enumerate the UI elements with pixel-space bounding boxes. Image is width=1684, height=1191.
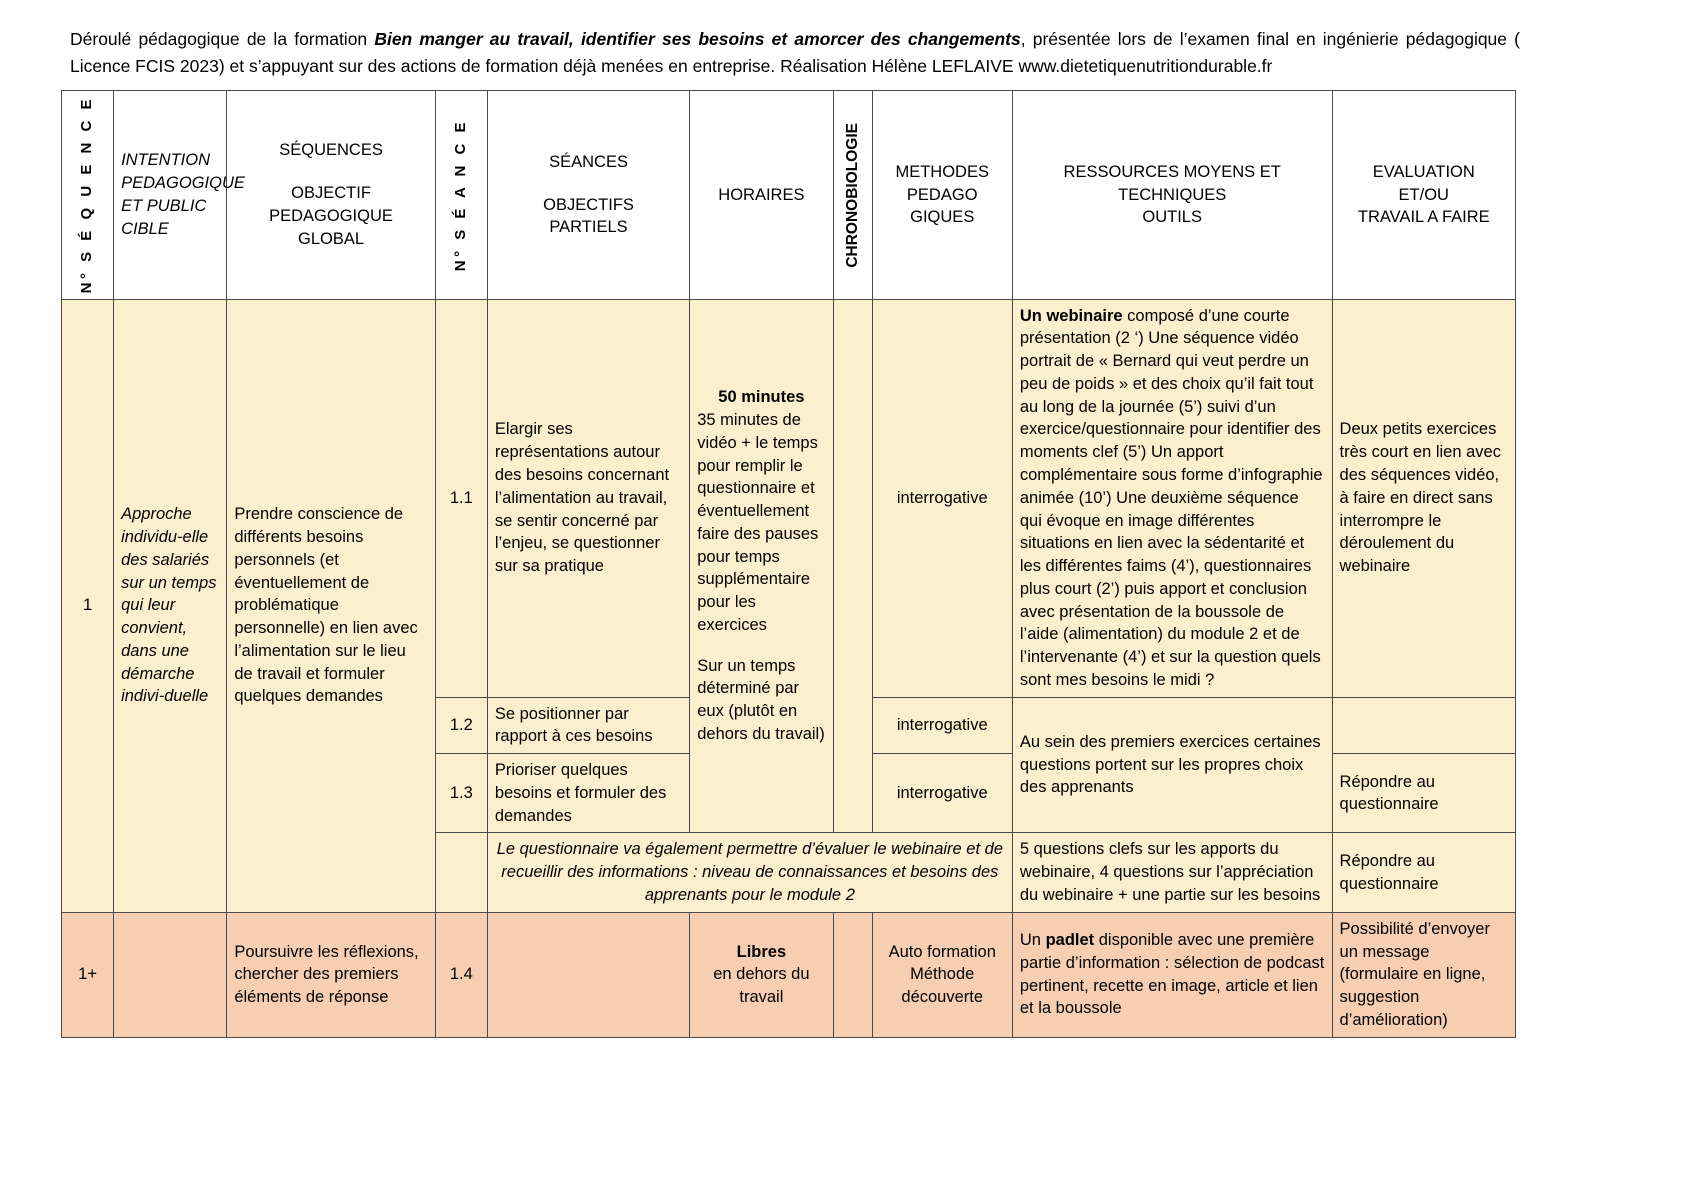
header-seances — [487, 91, 689, 299]
horaires-duration: 50 minutes — [718, 388, 805, 407]
intro-text-part2: , présentée lors de l’examen final en ingénierie pédagogique ( Licence FCIS 2023) et s’appuyant sur des actions de formation déjà menées en entreprise. Réalisation Hélène LEFLAIVE www.dietetiquenutritiondurable.fr — [70, 29, 1521, 77]
header-sequences-line1: SÉQUENCES — [279, 141, 383, 160]
cell-horaires-1 — [690, 299, 833, 833]
header-horaires — [690, 91, 833, 299]
header-sequences-line2: OBJECTIF — [291, 184, 371, 203]
intro-paragraph — [70, 26, 1520, 80]
cell-questionnaire-note: Le questionnaire va également permettre d’évaluer le webinaire et de recueillir des informations : niveau de connaissances et besoins des apprenants pour le module 2 — [487, 833, 1012, 912]
header-evaluation — [1332, 91, 1515, 299]
horaires-libres-detail: en dehors du travail — [713, 965, 810, 1007]
cell-seance-number-14: 1.4 — [435, 912, 487, 1037]
cell-evaluation-11: Deux petits exercices très court en lien avec des séquences vidéo, à faire en direct sans interrompre le déroulement du webinaire — [1332, 299, 1515, 697]
cell-methode-11: interrogative — [872, 299, 1012, 697]
header-sequences-line3: PEDAGOGIQUE GLOBAL — [269, 206, 393, 248]
cell-sequence-number-1plus: 1+ — [62, 912, 114, 1037]
padlet-bold-term: padlet — [1045, 931, 1095, 950]
cell-evaluation-note: Répondre au questionnaire — [1332, 833, 1515, 912]
header-ressources-line3: OUTILS — [1142, 208, 1202, 227]
header-horaires-label: HORAIRES — [718, 185, 805, 204]
horaires-detail-2: Sur un temps déterminé par eux (plutôt en dehors du travail) — [697, 656, 825, 743]
header-methodes-line1: METHODES — [895, 162, 989, 181]
intro-text-part1: Déroulé pédagogique de la formation — [70, 29, 375, 49]
table-row — [62, 912, 1516, 1037]
header-ressources — [1012, 91, 1332, 299]
header-sequence-number-label: N° S É Q U E N C E — [78, 96, 96, 294]
horaires-libres: Libres — [736, 942, 787, 961]
header-sequence-number — [62, 91, 114, 299]
cell-horaires-1plus — [690, 912, 833, 1037]
cell-seance-number-12: 1.2 — [435, 697, 487, 754]
ressources-body: composé d’une courte présentation (2 ‘) Une séquence vidéo portrait de « Bernard qui veut perdre un peu de poids » et des choix qu’il fait tout au long de la journée (5’) suivi d’un exercice/questionnaire pour identifier des moments clef (5’) Un apport complémentaire sous forme d’infographie animée (10’) Une deuxième séquence qui évoque en image différentes situations en lien avec la sédentarité et les différentes faims (4’), questionnaires plus court (2’) puis apport et conclusion avec présentation de la boussole de l’aide (alimentation) du module 2 et de l’intervenante (4’) et sur la question quels sont mes besoins le midi ? — [1019, 306, 1323, 689]
header-evaluation-line3: TRAVAIL A FAIRE — [1357, 208, 1490, 227]
header-seances-line1: SÉANCES — [549, 152, 628, 171]
cell-seance-text-12: Se positionner par rapport à ces besoins — [487, 697, 689, 754]
formation-title: Bien manger au travail, identifier ses besoins et amorcer des changements — [374, 29, 1021, 49]
cell-chronobiologie-1plus — [833, 912, 872, 1037]
header-seances-line2: OBJECTIFS — [543, 195, 634, 214]
header-ressources-line1: RESSOURCES MOYENS ET — [1063, 162, 1281, 181]
header-sequences — [227, 91, 435, 299]
ressources-bold-term: Un webinaire — [1019, 306, 1123, 325]
header-seances-line3: PARTIELS — [549, 218, 628, 237]
horaires-detail: 35 minutes de vidéo + le temps pour remplir le questionnaire et éventuellement faire des pauses pour temps supplémentaire pour les exercices — [697, 411, 819, 634]
table-header-row — [62, 91, 1516, 299]
table-row — [62, 299, 1516, 697]
cell-ressources-note: 5 questions clefs sur les apports du webinaire, 4 questions sur l’appréciation du webinaire + une partie sur les besoins — [1012, 833, 1332, 912]
cell-methode-13: interrogative — [872, 754, 1012, 833]
cell-evaluation-12 — [1332, 697, 1515, 754]
header-intention — [114, 91, 245, 299]
header-chronobiologie — [833, 91, 872, 299]
header-intention-label: INTENTION PEDAGOGIQUE ET PUBLIC CIBLE — [121, 151, 245, 238]
cell-seance-number-11: 1.1 — [435, 299, 487, 697]
header-seance-number — [435, 91, 487, 299]
cell-objectif-global-1: Prendre conscience de différents besoins personnels (et éventuellement de problématique personnelle) en lien avec l’alimentation sur le lieu de travail et formuler quelques demandes — [227, 299, 435, 912]
cell-sequence-number-1: 1 — [62, 299, 114, 912]
cell-ressources-1plus — [1012, 912, 1332, 1037]
header-evaluation-line1: EVALUATION — [1372, 162, 1475, 181]
ressources-suffix: disponible avec une première partie d’information : sélection de podcast pertinent, recette en image, article et lien et la boussole — [1019, 931, 1325, 1018]
header-methodes — [872, 91, 1012, 299]
pedagogical-plan-table — [61, 90, 1516, 1037]
cell-evaluation-13: Répondre au questionnaire — [1332, 754, 1515, 833]
cell-seance-number-13: 1.3 — [435, 754, 487, 833]
cell-seance-text-13: Prioriser quelques besoins et formuler des demandes — [487, 754, 689, 833]
header-methodes-line3: GIQUES — [910, 208, 975, 227]
header-chronobiologie-label: CHRONOBIOLOGIE — [843, 122, 861, 268]
ressources-prefix: Un — [1019, 931, 1046, 950]
cell-ressources-11 — [1012, 299, 1332, 697]
cell-ressources-12-13: Au sein des premiers exercices certaines questions portent sur les propres choix des apprenants — [1012, 697, 1332, 833]
cell-seance-text-11: Elargir ses représentations autour des besoins concernant l’alimentation au travail, se sentir concerné par l’enjeu, se questionner sur sa pratique — [487, 299, 689, 697]
cell-intention-1: Approche individu-elle des salariés sur un temps qui leur convient, dans une démarche indivi-duelle — [114, 299, 227, 912]
cell-seance-number-note — [435, 833, 487, 912]
header-ressources-line2: TECHNIQUES — [1118, 185, 1227, 204]
cell-seance-text-14 — [487, 912, 689, 1037]
cell-methodes-1plus: Auto formation Méthode découverte — [872, 912, 1012, 1037]
cell-objectif-global-1plus: Poursuivre les réflexions, chercher des premiers éléments de réponse — [227, 912, 435, 1037]
header-methodes-line2: PEDAGO — [906, 185, 978, 204]
cell-methode-12: interrogative — [872, 697, 1012, 754]
cell-chronobiologie-1 — [833, 299, 872, 833]
header-evaluation-line2: ET/OU — [1398, 185, 1449, 204]
cell-intention-1plus — [114, 912, 227, 1037]
header-seance-number-label: N° S É A N C E — [451, 118, 469, 272]
cell-evaluation-1plus: Possibilité d’envoyer un message (formulaire en ligne, suggestion d’amélioration) — [1332, 912, 1515, 1037]
